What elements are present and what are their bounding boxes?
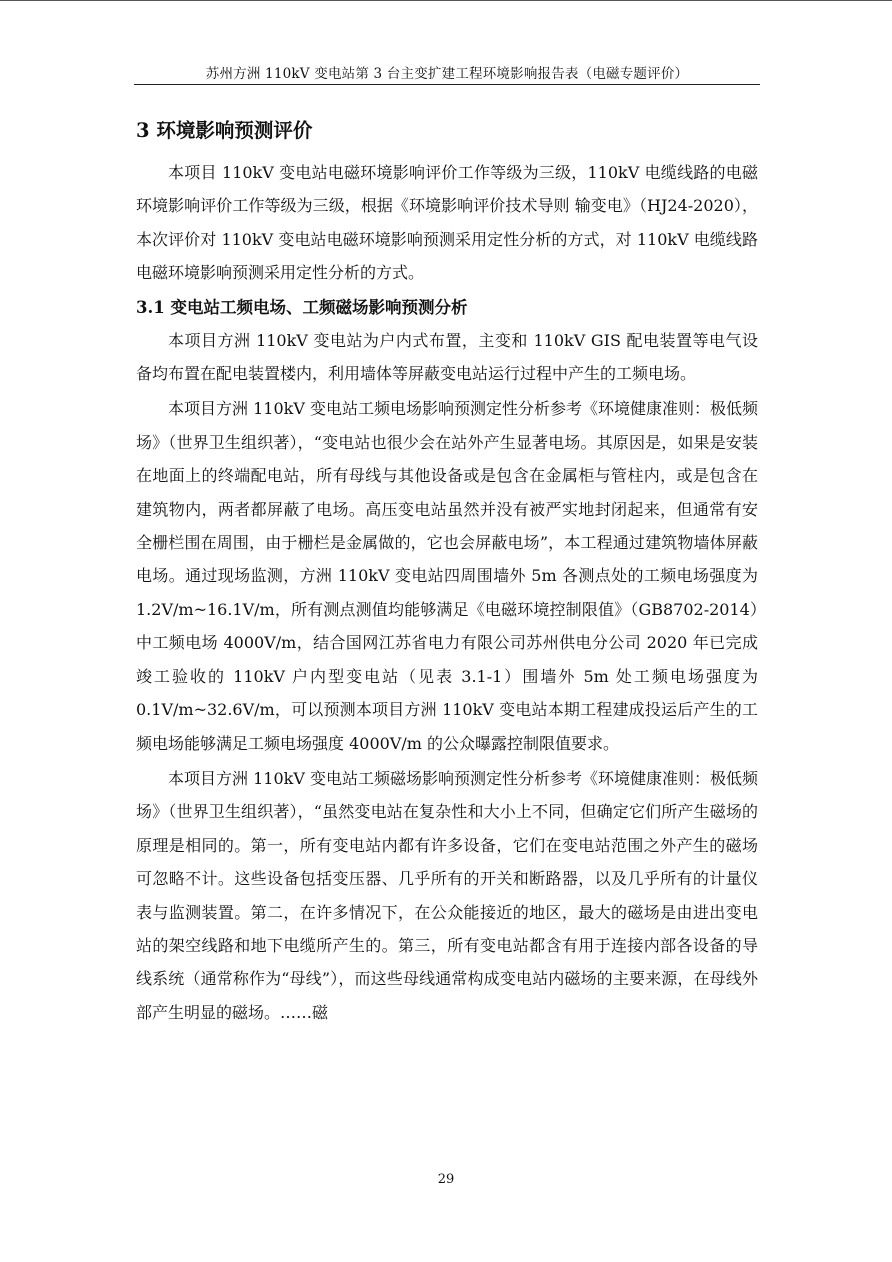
paragraph-layout: 本项目方洲 110kV 变电站为户内式布置，主变和 110kV GIS 配电装置等电气设备均布置在配电装置楼内，利用墙体等屏蔽变电站运行过程中产生的工频电场。 xyxy=(136,330,758,384)
page-top-border xyxy=(0,0,892,1)
paragraph-electric-field: 本项目方洲 110kV 变电站工频电场影响预测定性分析参考《环境健康准则：极低频场》（世界卫生组织著），“变电站也很少会在站外产生显著电场。其原因是，如果是安装在地面上的终端配电站，所有母线与其他设备或是包含在金属柜与管柱内，或是包含在建筑物内，两者都屏蔽了电场。高压变电站虽然并没有被严实地封闭起来，但通常有安全栅栏围在周围，由于栅栏是金属做的，它也会屏蔽电场”，本工程通过建筑物墙体屏蔽电场。通过现场监测，方洲 110kV 变电站四周围墙外 5m 各测点处的工频电场强度为 1.2V/m~16.1V/m，所有测点测值均能够满足《电磁环境控制限值》（GB8702-2014）中工频电场 4000V/m，结合国网江苏省电力有限公司苏州供电分公司 2020 年已完成竣工验收的 110kV 户内型变电站（见表 3.1-1）围墙外 5m 处工频电场强度为 0.1V/m~32.6V/m，可以预测本项目方洲 110kV 变电站本期工程建成投运后产生的工频电场能够满足工频电场强度 4000V/m 的公众曝露控制限值要求。 xyxy=(136,399,758,753)
page-number: 29 xyxy=(437,1172,455,1187)
section-heading: 3 环境影响预测评价 xyxy=(136,119,313,142)
page-body xyxy=(136,112,758,1031)
paragraph-magnetic-field: 本项目方洲 110kV 变电站工频磁场影响预测定性分析参考《环境健康准则：极低频场》（世界卫生组织著），“虽然变电站在复杂性和大小上不同，但确定它们所产生磁场的原理是相同的。第一，所有变电站内都有许多设备，它们在变电站范围之外产生的磁场可忽略不计。这些设备包括变压器、几乎所有的开关和断路器，以及几乎所有的计量仪表与监测装置。第二，在许多情况下，在公众能接近的地区，最大的磁场是由进出变电站的架空线路和地下电缆所产生的。第三，所有变电站都含有用于连接内部各设备的导线系统（通常称作为“母线”），而这些母线通常构成变电站内磁场的主要来源，在母线外部产生明显的磁场。……磁 xyxy=(136,768,758,1022)
running-header: 苏州方洲 110kV 变电站第 3 台主变扩建工程环境影响报告表（电磁专题评价） xyxy=(205,66,689,82)
header-divider xyxy=(134,84,760,85)
section-intro-paragraph: 本项目 110kV 变电站电磁环境影响评价工作等级为三级，110kV 电缆线路的电磁环境影响评价工作等级为三级，根据《环境影响评价技术导则 输变电》（HJ24-2020），本次评价对 110kV 变电站电磁环境影响预测采用定性分析的方式，对 110kV 电缆线路电磁环境影响预测采用定性分析的方式。 xyxy=(136,163,758,283)
subsection-heading: 3.1 变电站工频电场、工频磁场影响预测分析 xyxy=(136,297,468,317)
